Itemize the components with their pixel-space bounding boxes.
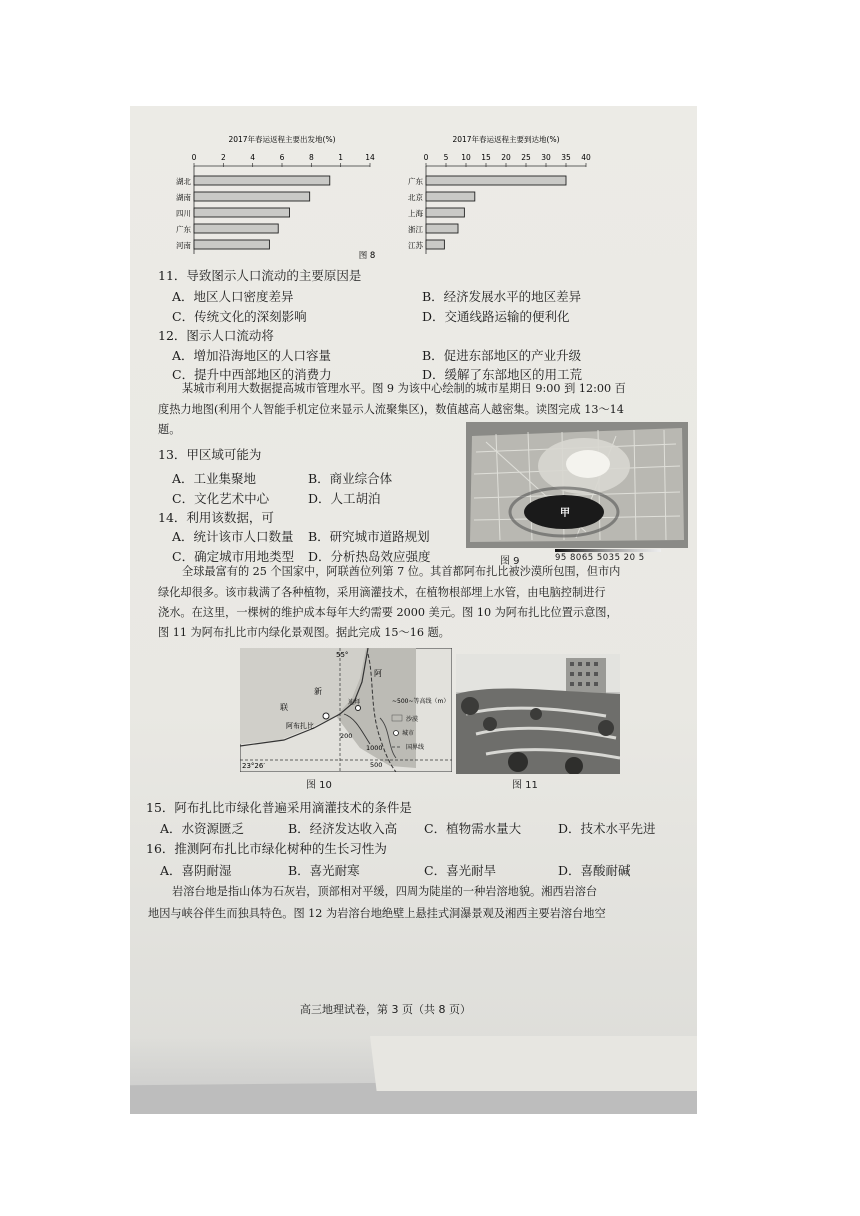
departure-tick-label: 2 [220,153,226,162]
departure-tick-label: 8 [308,153,314,162]
departure-bar [194,224,278,233]
map-contour-1000: 1000 [366,744,383,752]
paper-underlay [370,1036,697,1091]
departure-bar [194,208,290,217]
intro-15-line-3: 浇水。在这里，一棵树的维护成本每年大约需要 2000 美元。图 10 为阿布扎比位置示意图， [158,606,618,619]
legend-border: 国界线 [406,744,425,751]
departure-bar [194,176,330,185]
legend-city: 城市 [402,730,415,737]
intro-17-line-2: 地因与峡谷伴生而独具特色。图 12 为岩溶台地绝壁上悬挂式洞瀑景观及湘西主要岩溶台地空 [148,907,606,920]
q12-option-d: D．缓解了东部地区的用工荒 [422,367,583,382]
q11-option-d: D．交通线路运输的便利化 [422,309,570,324]
figure-10-caption: 图 10 [306,780,332,791]
arrival-tick-label: 30 [541,153,551,162]
map-longitude-label: 55° [336,651,349,659]
arrival-bar [426,240,444,249]
chart-arrival [408,134,591,254]
arrival-tick-label: 25 [521,153,531,162]
q16-option-a: A．喜阴耐湿 [160,863,232,878]
map-contour-500: 500 [370,761,383,769]
departure-title: 2017年春运返程主要出发地(%) [228,135,336,144]
arrival-bar [426,208,464,217]
departure-category-label: 湖南 [176,193,191,202]
departure-tick-label: 1 [338,153,344,162]
q16-option-d: D．喜酸耐碱 [558,863,631,878]
q14-option-a: A．统计该市人口数量 [172,529,294,544]
figure-11-photo [456,654,620,774]
intro-15-line-2: 绿化却很多。该市栽满了各种植物，采用滴灌技术，在植物根部埋上水管，由电脑控制进行 [158,586,606,599]
arrival-category-label: 江苏 [408,241,423,250]
q16-option-b: B．喜光耐寒 [288,863,360,878]
departure-category-label: 河南 [176,241,191,250]
q12-option-b: B．促进东部地区的产业升级 [422,348,582,363]
page-footer: 高三地理试卷，第 3 页（共 8 页） [300,1003,471,1016]
intro-13-line-3: 题。 [158,423,181,436]
q13-option-b: B．商业综合体 [308,471,393,486]
q14-option-c: C．确定城市用地类型 [172,549,295,564]
arrival-tick-label: 20 [501,153,511,162]
question-13-stem: 13．甲区域可能为 [158,447,262,462]
departure-category-label: 广东 [176,225,191,234]
figure-9-caption: 图 9 [500,556,520,567]
arrival-tick-label: 5 [443,153,449,162]
intro-13-line-2: 度热力地图(利用个人智能手机定位来显示人流聚集区)，数值越高人越密集。读图完成 13～14 [158,403,624,416]
arrival-bar [426,176,566,185]
departure-bar [194,240,269,249]
arrival-tick-label: 15 [481,153,491,162]
arrival-bar [426,224,458,233]
departure-tick-label: 0 [191,153,197,162]
intro-15-line-1: 全球最富有的 25 个国家中，阿联酋位列第 7 位。其首都阿布扎比被沙漠所包围，但市内 [182,565,621,578]
intro-15-line-4: 图 11 为阿布扎比市内绿化景观图。据此完成 15～16 题。 [158,626,450,639]
exam-page-photo [130,106,697,1114]
figure-9-legend-bar [555,549,661,552]
arrival-tick-label: 10 [461,153,471,162]
question-14-stem: 14．利用该数据，可 [158,510,274,525]
departure-category-label: 湖北 [176,177,191,186]
q11-option-c: C．传统文化的深刻影响 [172,309,307,324]
figure-9-heatmap [466,422,688,548]
map-city-dubai: 迪拜 [348,699,361,706]
q13-option-c: C．文化艺术中心 [172,491,270,506]
arrival-category-label: 广东 [408,177,423,186]
q13-option-d: D．人工胡泊 [308,491,381,506]
arrival-title: 2017年春运返程主要到达地(%) [452,135,560,144]
map-country-char-c: 新 [314,687,322,696]
q12-option-a: A．增加沿海地区的人口容量 [172,348,332,363]
q13-option-a: A．工业集聚地 [172,471,257,486]
legend-contour: ~500~等高线（m） [392,698,450,705]
arrival-category-label: 浙江 [408,225,423,234]
arrival-tick-label: 40 [581,153,591,162]
map-latitude-label: 23°26′ [242,762,265,770]
q15-option-d: D．技术水平先进 [558,821,656,836]
intro-17-line-1: 岩溶台地是指山体为石灰岩，顶部相对平缓，四周为陡崖的一种岩溶地貌。湘西岩溶台 [172,885,598,898]
q14-option-d: D．分析热岛效应强度 [308,549,431,564]
map-country-char-b: 联 [280,703,288,712]
figure-8-caption: 图 8 [358,251,376,261]
departure-category-label: 四川 [176,209,191,218]
q11-option-b: B．经济发展水平的地区差异 [422,289,582,304]
arrival-category-label: 上海 [408,209,423,218]
intro-13-line-1: 某城市利用大数据提高城市管理水平。图 9 为该中心绘制的城市星期日 9:00 到 12:00 百 [182,382,626,395]
arrival-tick-label: 0 [423,153,429,162]
departure-tick-label: 4 [250,153,256,162]
figure-10-map [240,648,452,772]
departure-tick-label: 14 [365,153,375,162]
figure-9-label-jia: 甲 [560,508,570,519]
q16-option-c: C．喜光耐旱 [424,863,497,878]
question-15-stem: 15．阿布扎比市绿化普遍采用滴灌技术的条件是 [146,800,412,815]
map-country-char-a: 阿 [374,669,382,678]
question-11-stem: 11．导致图示人口流动的主要原因是 [158,268,362,283]
arrival-bar [426,192,475,201]
map-city-abu-dhabi: 阿布扎比 [286,722,314,730]
figure-9-legend: 95 8065 5035 20 5 [555,553,645,563]
q15-option-c: C．植物需水量大 [424,821,522,836]
q14-option-b: B．研究城市道路规划 [308,529,430,544]
map-contour-200: 200 [340,732,353,740]
dubai-city-marker [356,706,361,711]
figure-11-caption: 图 11 [512,780,538,791]
departure-tick-label: 6 [279,153,285,162]
departure-bar [194,192,310,201]
q12-option-c: C．提升中西部地区的消费力 [172,367,332,382]
question-16-stem: 16．推测阿布扎比市绿化树种的生长习性为 [146,841,387,856]
q11-option-a: A．地区人口密度差异 [172,289,294,304]
question-12-stem: 12．图示人口流动将 [158,328,274,343]
chart-departure [176,134,375,261]
abu-dhabi-city-marker [323,713,329,719]
arrival-category-label: 北京 [408,193,423,202]
q15-option-b: B．经济发达收入高 [288,821,398,836]
legend-desert: 沙漠 [406,716,419,723]
arrival-tick-label: 35 [561,153,571,162]
q15-option-a: A．水资源匮乏 [160,821,245,836]
